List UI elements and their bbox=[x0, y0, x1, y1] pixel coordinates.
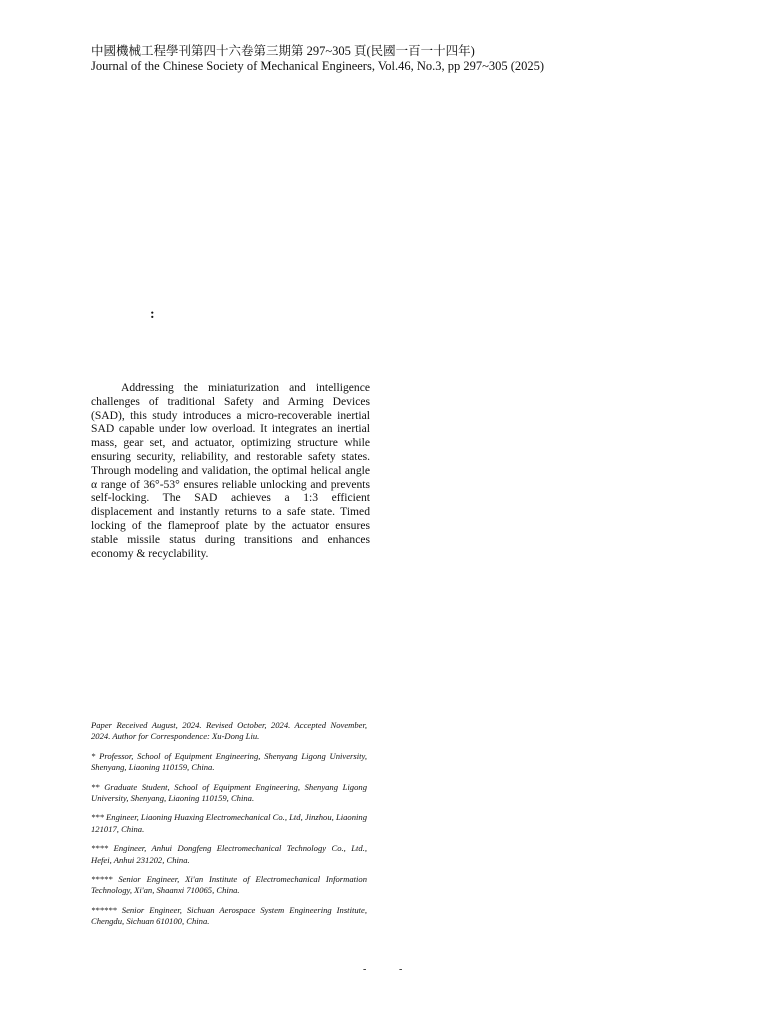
footnotes bbox=[91, 720, 367, 936]
footnote-author-4: **** Engineer, Anhui Dongfeng Electromechanical Technology Co., Ltd., Hefei, Anhui 231202, China. bbox=[91, 843, 367, 865]
footnote-author-3: *** Engineer, Liaoning Huaxing Electromechanical Co., Ltd, Jinzhou, Liaoning 121017, China. bbox=[91, 812, 367, 834]
title-separator: : bbox=[150, 307, 155, 322]
page-number-mark-right: - bbox=[399, 964, 403, 975]
footnote-received: Paper Received August, 2024. Revised October, 2024. Accepted November, 2024. Author for Correspondence: Xu-Dong Liu. bbox=[91, 720, 367, 742]
journal-header bbox=[91, 44, 691, 74]
footnote-author-1: * Professor, School of Equipment Engineering, Shenyang Ligong University, Shenyang, Liaoning 110159, China. bbox=[91, 750, 367, 773]
footnote-author-5: ***** Senior Engineer, Xi'an Institute of Electromechanical Information Technology, Xi'an, Shaanxi 710065, China. bbox=[91, 874, 367, 896]
abstract-text: Addressing the miniaturization and intelligence challenges of traditional Safety and Arming Devices (SAD), this study introduces a micro-recoverable inertial SAD capable under low overload. It integrates an inertial mass, gear set, and actuator, optimizing structure while ensuring security, reliability, and restorable safety states. Through modeling and validation, the optimal helical angle α range of 36°-53° ensures reliable unlocking and prevents self-locking. The SAD achieves a 1:3 efficient displacement and instantly returns to a safe state. Timed locking of the flameproof plate by the actuator ensures stable missile status during transitions and enhances economy & recyclability. bbox=[91, 381, 370, 560]
footnote-author-2: ** Graduate Student, School of Equipment Engineering, Shenyang Ligong University, Shenyang, Liaoning 110159, China. bbox=[91, 781, 367, 804]
journal-header-chinese: 中國機械工程學刊第四十六卷第三期第 297~305 頁(民國一百一十四年) bbox=[91, 44, 475, 58]
footnote-author-6: ****** Senior Engineer, Sichuan Aerospace System Engineering Institute, Chengdu, Sichuan 610100, China. bbox=[91, 904, 367, 927]
page-number-mark-left: - bbox=[363, 964, 367, 975]
journal-header-english: Journal of the Chinese Society of Mechanical Engineers, Vol.46, No.3, pp 297~305 (2025) bbox=[91, 59, 545, 73]
